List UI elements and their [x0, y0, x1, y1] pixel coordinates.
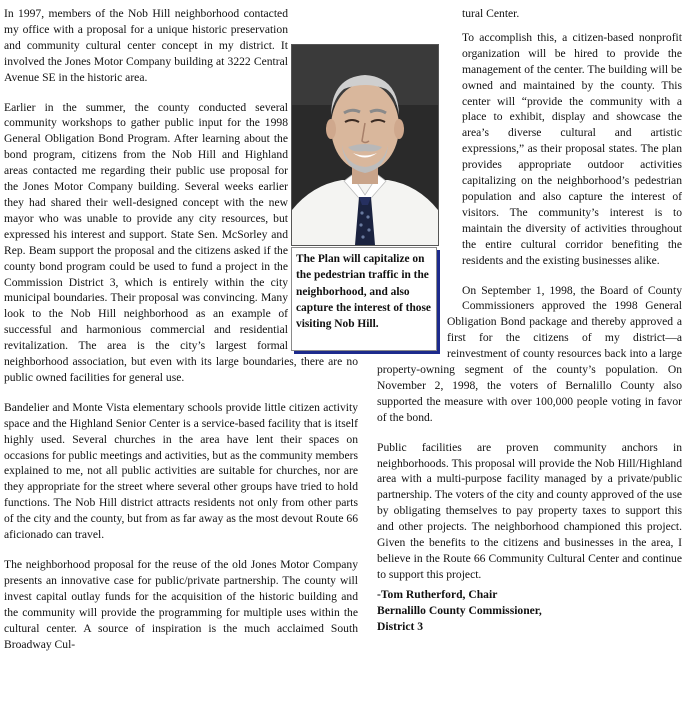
paragraph: The neighborhood proposal for the reuse of the old Jones Motor Company presents an innovative case for public/private partnership. The county will invest capital outlay funds for the acquisition of the historic building and the community will provide the programming for multiple uses within the cultural center. A source of inspiration is the much acclaimed South Broadway Cul- — [4, 558, 358, 651]
paragraph: In 1997, members of the Nob Hill neighborhood contacted my office with a proposal for a unique historic preservation and community cultural center concept in my district. It involved the Jones Motor Company building at 3222 Central Avenue SE in the historic area. — [4, 7, 288, 84]
portrait-illustration — [292, 45, 438, 245]
paragraph: On September 1, 1998, the Board of County Commissioners approved the 1998 General Obligation Bond package and thereby approved a first for the citizens of my district—a reinvestment of county resources back into a large property-owning segment of the county’s population. On November 2, 1998, the voters of Bernalillo County also supported the measure with over 100,000 people voting in favor of the bond. — [377, 283, 682, 424]
paragraph: To accomplish this, a citizen-based nonprofit organization will be hired to provide the management of the center. The building will be owned and maintained by the county. This center will “provide the community with a place to exhibit, display and showcase the area’s diverse cultural and artistic expressions,” as their proposal states. The plan provides appropriate outdoor activities capitalizing on the neighborhood’s pedestrian population and also capture the interest of visitors. The community’s interest is to maintain the diversity of activities throughout the entire cultural corridor benefiting the residents and the existing businesses alike. — [462, 30, 682, 267]
paragraph: Earlier in the summer, the county conducted several community workshops to gather public input for the 1998 General Obligation Bond Program. After learning about the bond program, citizens from the Nob Hill and Highland areas contacted me regarding their public use proposal for the Jones Motor Company building. Several weeks earlier they had shared their well-designed concept with the new mayor who was unable to provide any city resources, but expressed his interest and support. State Sen. McSorley and Rep. Beam support the proposal and the citizens asked if the county bond program could be used to fund a project in the Commission District 3, which is entirely within the city municipal boundaries. Their proposal was convincing. Many look to the Nob Hill neighborhood as an example of successful and harmonious commercial and residential revitalization. The area is the city’s largest formal neighborhood association, but even with its large boundaries, there are no public owned facilities for general use. — [4, 100, 358, 384]
pull-quote-text: The Plan will capitalize on the pedestrian traffic in the neighborhood, and also capture the interest of those visiting Nob Hill. — [296, 253, 431, 331]
paragraph: tural Center. — [462, 7, 520, 20]
signature-name: -Tom Rutherford, Chair — [377, 587, 498, 601]
portrait-photo — [291, 44, 439, 246]
wrap-spacer-a — [288, 6, 358, 38]
signature — [377, 587, 682, 635]
signature-title: Bernalillo County Commissioner, — [377, 603, 542, 617]
paragraph: Public facilities are proven community anchors in neighborhoods. This proposal will provide the Nob Hill/Highland area with a multi-purpose facility managed by a private/public partnership. The voters of the city and county approved of the use by obligating themselves to pay property taxes to support this and other projects. The neighborhood championed this project. Given the benefits to the citizens and businesses in the area, I believe in the Route 66 Community Cultural Center and continue to support this project. — [377, 440, 682, 581]
pull-quote-box — [291, 247, 437, 351]
paragraph: Bandelier and Monte Vista elementary schools provide little citizen activity space and the Highland Senior Center is a service-based facility that is itself highly used. Several churches in the area have lent their spaces on occasions for public meetings and activities, but as the community members explained to me, not all public activities are suitable for churches, nor are they appropriate for the street where several other groups have tried to hold functions. The Nob Hill district attracts residents not only from other parts of the city and the county, but from as far away as the most devout Route 66 aficionado can travel. — [4, 400, 358, 542]
signature-district: District 3 — [377, 619, 424, 633]
